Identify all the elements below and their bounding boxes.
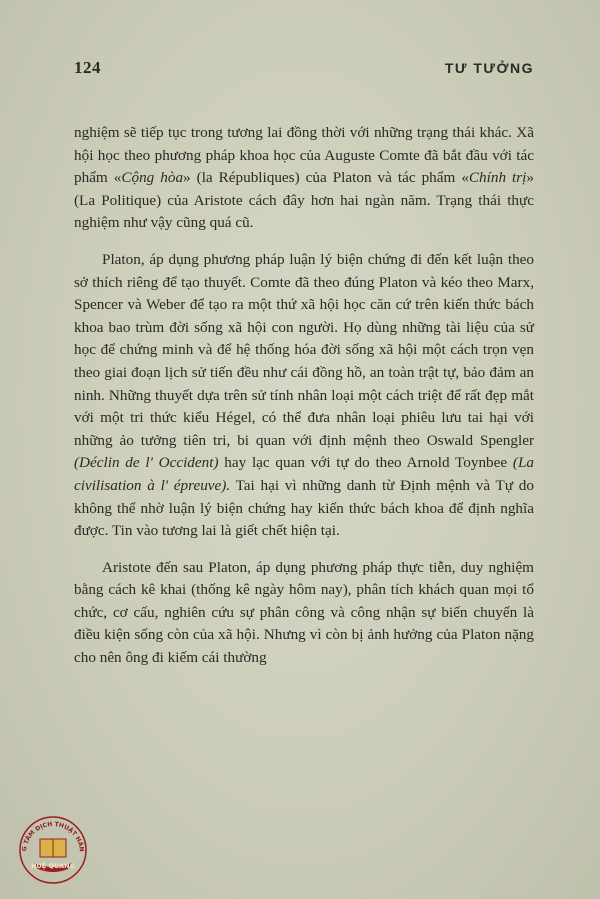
stamp-name: HUỆ QUANG <box>31 862 75 870</box>
svg-text:TRUNG TÂM DỊCH THUẬT HÁN NÔM: G TÂM DỊCH THUẬT HÁN <box>20 820 86 853</box>
paragraph: nghiệm sẽ tiếp tục trong tương lai đồng thời với những trạng thái khác. Xã hội học theo phương pháp khoa học của Auguste Comte đã bắt đầu với tác phẩm «Cộng hòa» (la Républiques) của Platon và tác phẩm «Chính trị» (La Politique) của Aristote cách đây hơn hai ngàn năm. Trạng thái thực nghiệm như vậy cũng quá cũ. <box>74 124 534 232</box>
hue-quang-stamp-logo <box>16 813 90 887</box>
paragraph: Aristote đến sau Platon, áp dụng phương pháp thực tiễn, duy nghiệm bằng cách kê khai (thống kê ngày hôm nay), phân tích khách quan mọi tổ chức, cơ cấu, nghiên cứu sự phân công và công nhận sự biến chuyển là điều kiện sống còn của xã hội. Nhưng vì còn bị ảnh hưởng của Platon nặng cho nên ông đi kiếm cái thường <box>74 558 534 667</box>
paragraph: Platon, áp dụng phương pháp luận lý biện chứng đi đến kết luận theo sở thích riêng để tạo thuyết. Comte đã theo đúng Platon và kéo theo Marx, Spencer và Weber để tạo ra một thứ xã hội học căn cứ trên kiến thức bách khoa bao trùm đời sống xã hội con người. Họ dùng những tài liệu của sử học để chứng minh và để hệ thống hóa đời sống xã hội một cách trọn vẹn theo giai đoạn lịch sử tiến đều như cái đồng hồ, an toàn trật tự, bảo đảm an ninh. Những thuyết dựa trên sử tính nhân loại một cách triệt để rất đẹp mắt với một tri thức kiểu Hégel, có thể đưa nhân loại phiêu lưu tai hại với những ảo tưởng tiên tri, bi quan với định mệnh theo Oswald Spengler (Déclin de l' Occident) hay lạc quan với tự do theo Arnold Toynbee (La civilisation à l' épreuve). Tai hại vì những danh từ Định mệnh và Tự do không thể nhờ luận lý biện chứng hay kiến thức bách khoa để định nghĩa được. Tin vào tương lai là giết chết hiện tại. <box>74 250 534 540</box>
page-header <box>74 58 534 82</box>
running-head: TƯ TƯỞNG <box>444 60 534 76</box>
body-text <box>74 122 534 670</box>
page-number: 124 <box>74 58 101 77</box>
